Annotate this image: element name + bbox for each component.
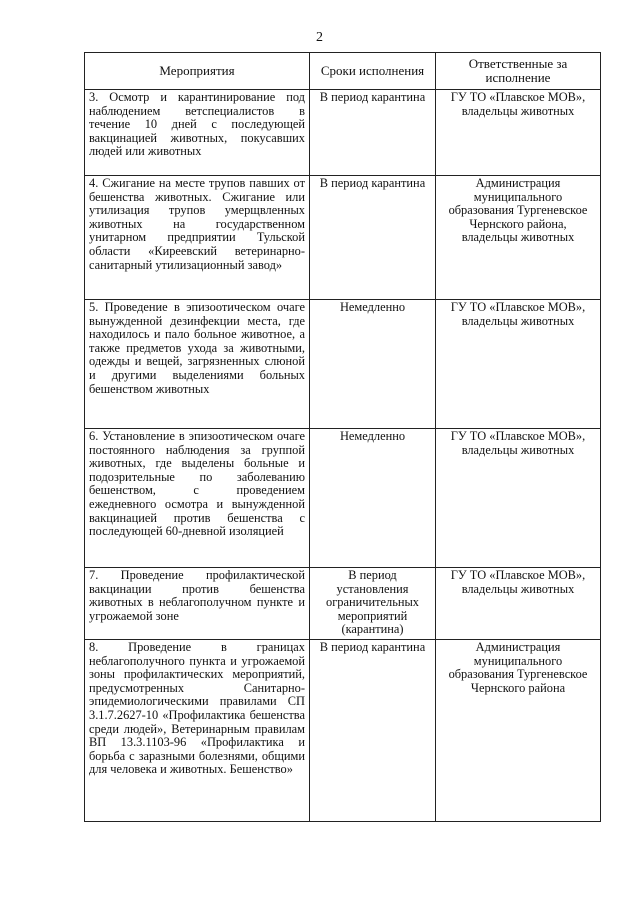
page-number: 2 (316, 30, 323, 45)
deadline-cell: В период установления ограничительных мероприятий (карантина) (310, 568, 436, 640)
measure-cell: 8. Проведение в границах неблагополучного пункта и угрожаемой зоны профилактических мероприятий, предусмотренных Санитарно-эпидемиологическими правилами СП 3.1.7.2627-10 «Профилактика бешенства среди людей», Ветеринарным правилам ВП 13.3.1103-96 «Профилактика и борьба с заразными болезнями, общими для человека и животных. Бешенство» (85, 640, 310, 822)
measure-cell: 4. Сжигание на месте трупов павших от бешенства животных. Сжигание или утилизация трупов умерщвленных животных на государственном унитарном предприятии Тульской области «Киреевский ветеринарно-санитарный утилизационный завод» (85, 176, 310, 300)
responsible-cell: ГУ ТО «Плавское МОВ», владельцы животных (436, 300, 601, 429)
header-row (85, 53, 601, 90)
table-row (85, 300, 601, 429)
responsible-cell: Администрация муниципального образования Тургеневское Чернского района, владельцы животных (436, 176, 601, 300)
deadline-cell: Немедленно (310, 300, 436, 429)
events-table (84, 52, 601, 822)
header-measure: Мероприятия (85, 53, 310, 90)
responsible-cell: ГУ ТО «Плавское МОВ», владельцы животных (436, 429, 601, 568)
measure-cell: 5. Проведение в эпизоотическом очаге вынужденной дезинфекции места, где находилось и пало больное животное, а также предметов ухода за животными, одежды и вещей, загрязненных слюной и другими выделениями больных бешенством животных (85, 300, 310, 429)
table-header (85, 53, 601, 90)
measure-cell: 3. Осмотр и карантинирование под наблюдением ветспециалистов в течение 10 дней с последующей вакцинацией животных, покусавших людей или животных (85, 90, 310, 176)
table-row (85, 568, 601, 640)
table-row (85, 429, 601, 568)
deadline-cell: В период карантина (310, 90, 436, 176)
table-body (85, 90, 601, 822)
measure-cell: 6. Установление в эпизоотическом очаге постоянного наблюдения за группой животных, где выделены больные и подозрительные по заболеванию бешенством, с проведением ежедневного осмотра и вынужденной вакцинацией против бешенства с последующей 60-дневной изоляцией (85, 429, 310, 568)
table-row (85, 176, 601, 300)
deadline-cell: В период карантина (310, 640, 436, 822)
deadline-cell: Немедленно (310, 429, 436, 568)
deadline-cell: В период карантина (310, 176, 436, 300)
responsible-cell: ГУ ТО «Плавское МОВ», владельцы животных (436, 568, 601, 640)
table-row (85, 640, 601, 822)
header-deadline: Сроки исполнения (310, 53, 436, 90)
header-responsible: Ответственные за исполнение (436, 53, 601, 90)
responsible-cell: ГУ ТО «Плавское МОВ», владельцы животных (436, 90, 601, 176)
measure-cell: 7. Проведение профилактической вакцинации против бешенства животных в неблагополучном пункте и угрожаемой зоне (85, 568, 310, 640)
table-row (85, 90, 601, 176)
responsible-cell: Администрация муниципального образования Тургеневское Чернского района (436, 640, 601, 822)
